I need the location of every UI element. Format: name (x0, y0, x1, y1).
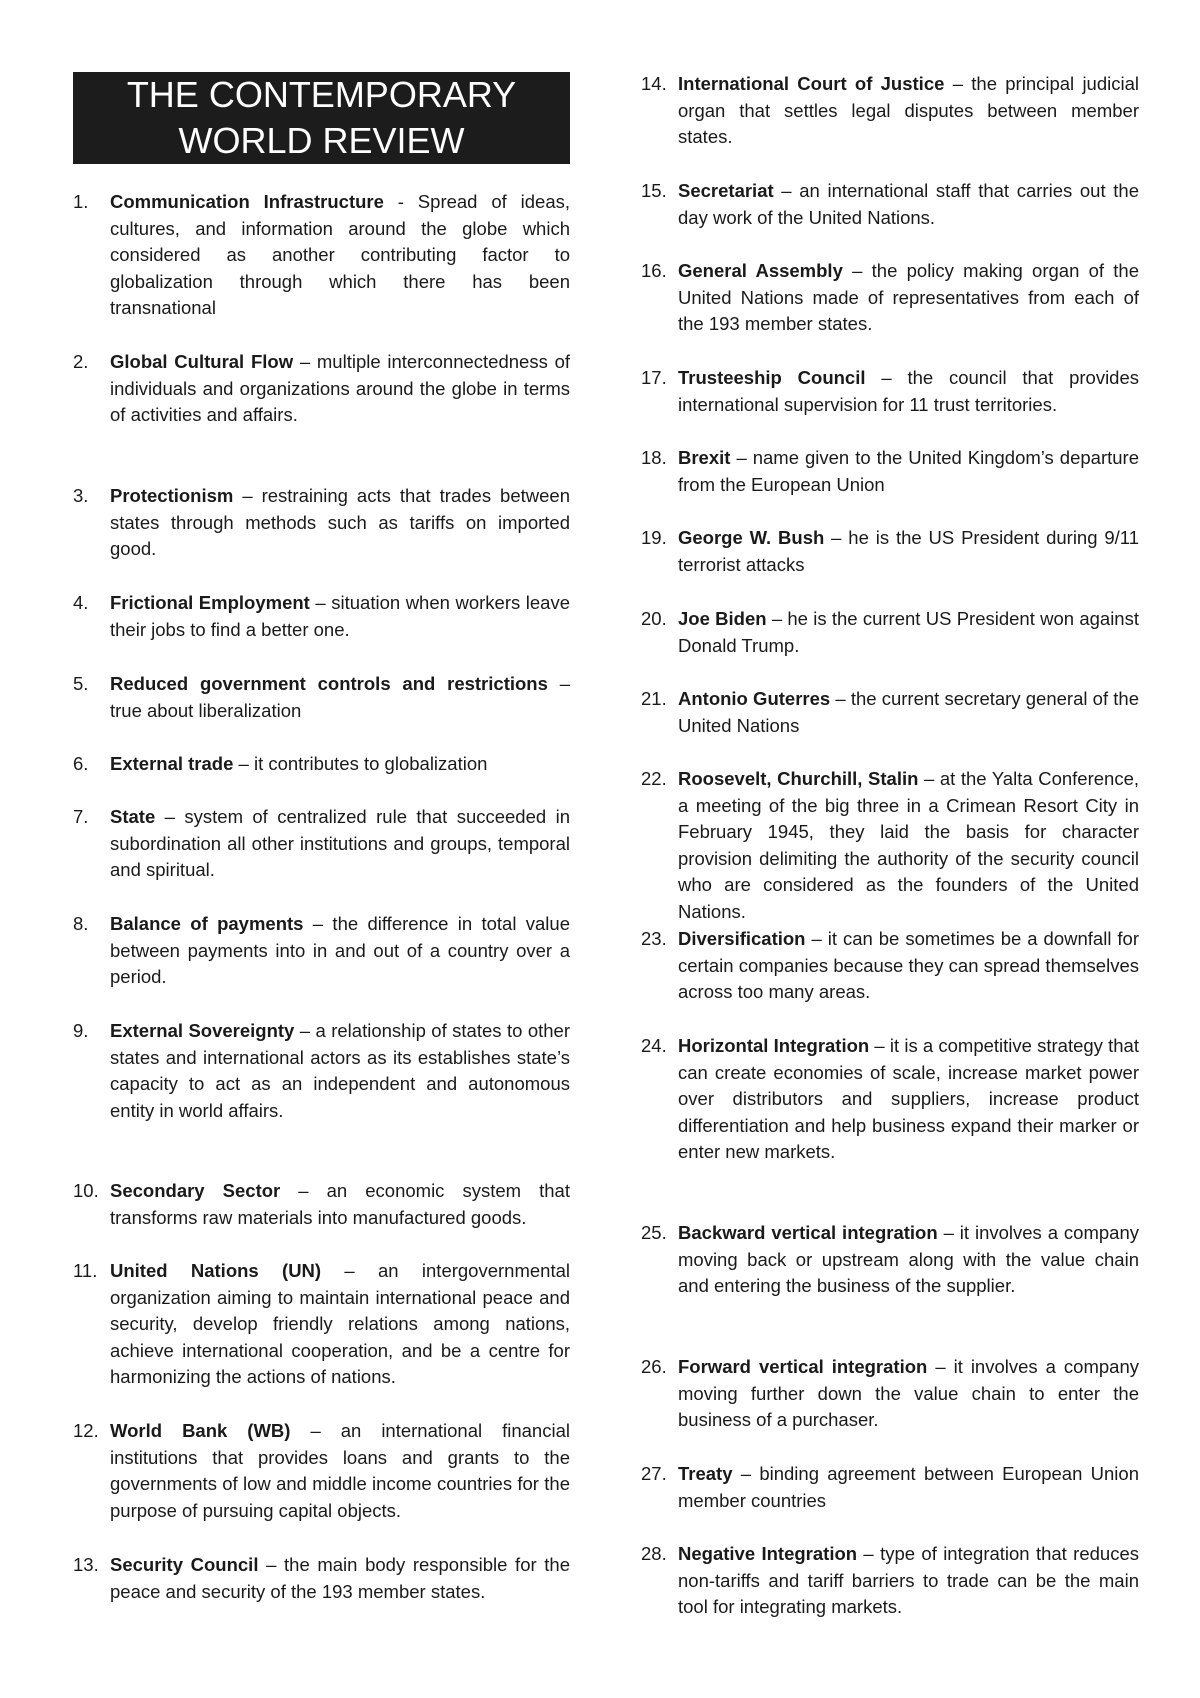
item-term: Trusteeship Council (678, 367, 866, 388)
item-number: 7. (73, 806, 89, 827)
item-term: Frictional Employment (110, 592, 310, 613)
item-term: World Bank (WB) (110, 1420, 291, 1441)
item-number: 25. (641, 1222, 667, 1243)
item-definition: – a relationship of states to other states and international actors as its establishes state’s capacity to act as an independent and autonomous entity in world affairs. (110, 1020, 570, 1121)
item-number: 2. (73, 351, 89, 372)
item-number: 13. (73, 1554, 99, 1575)
item-definition: – an international financial institutions that provides loans and grants to the governments of low and middle income countries for the purpose of pursuing capital objects. (110, 1420, 570, 1521)
list-item (641, 525, 1139, 578)
item-number: 1. (73, 191, 89, 212)
item-term: Secretariat (678, 180, 774, 201)
item-number: 3. (73, 485, 89, 506)
list-item (73, 911, 570, 991)
item-definition: – type of integration that reduces non-tariffs and tariff barriers to trade can be the main tool for integrating markets. (678, 1543, 1139, 1617)
list-item (641, 1354, 1139, 1434)
item-definition: – the difference in total value between payments into in and out of a country over a period. (110, 913, 570, 987)
item-term: International Court of Justice (678, 73, 945, 94)
item-number: 9. (73, 1020, 89, 1041)
list-item (73, 671, 570, 724)
item-definition: – system of centralized rule that succeeded in subordination all other institutions and groups, temporal and spiritual. (110, 806, 570, 880)
item-definition: – situation when workers leave their jobs to find a better one. (110, 592, 571, 640)
item-term: George W. Bush (678, 527, 825, 548)
item-term: Joe Biden (678, 608, 767, 629)
item-term: Negative Integration (678, 1543, 858, 1564)
list-item (73, 1018, 570, 1124)
title-line-2: WORLD REVIEW (178, 120, 465, 161)
item-number: 27. (641, 1463, 667, 1484)
list-item (73, 1258, 570, 1391)
item-number: 20. (641, 608, 667, 629)
item-definition: – it contributes to globalization (233, 753, 488, 774)
item-definition: – it is a competitive strategy that can create economies of scale, increase market power over distributors and suppliers, increase product differentiation and help business expand their marker or enter new markets. (678, 1035, 1139, 1162)
item-term: General Assembly (678, 260, 843, 281)
item-term: Roosevelt, Churchill, Stalin (678, 768, 919, 789)
list-item (641, 686, 1139, 739)
item-number: 8. (73, 913, 89, 934)
item-number: 23. (641, 928, 667, 949)
list-item (73, 1418, 570, 1524)
item-term: Reduced government controls and restrictions (110, 673, 548, 694)
item-definition: – name given to the United Kingdom’s departure from the European Union (678, 447, 1139, 495)
list-item (73, 804, 570, 884)
item-number: 28. (641, 1543, 667, 1564)
item-definition: – it can be sometimes be a downfall for certain companies because they can spread themselves across too many areas. (678, 928, 1139, 1002)
document-title (73, 72, 570, 164)
item-definition: – multiple interconnectedness of individuals and organizations around the globe in terms of activities and affairs. (110, 351, 570, 425)
list-item (73, 590, 570, 643)
item-definition: – it involves a company moving further down the value chain to enter the business of a purchaser. (678, 1356, 1139, 1430)
list-item (641, 445, 1139, 498)
item-term: Treaty (678, 1463, 733, 1484)
item-definition: – he is the US President during 9/11 terrorist attacks (678, 527, 1139, 575)
item-number: 10. (73, 1180, 99, 1201)
item-term: External Sovereignty (110, 1020, 295, 1041)
item-term: Backward vertical integration (678, 1222, 938, 1243)
item-term: External trade (110, 753, 234, 774)
item-term: Security Council (110, 1554, 259, 1575)
item-definition: – he is the current US President won against Donald Trump. (678, 608, 1139, 656)
item-number: 12. (73, 1420, 99, 1441)
item-term: Antonio Guterres (678, 688, 831, 709)
list-item (73, 349, 570, 429)
list-item (641, 365, 1139, 418)
item-term: Brexit (678, 447, 731, 468)
item-term: Secondary Sector (110, 1180, 281, 1201)
list-item (641, 258, 1139, 338)
item-definition: – the policy making organ of the United Nations made of representatives from each of the 193 member states. (678, 260, 1139, 334)
list-item (641, 606, 1139, 659)
list-item (641, 926, 1139, 1006)
list-item (73, 751, 570, 778)
item-term: Balance of payments (110, 913, 304, 934)
list-item (73, 189, 570, 322)
list-item (73, 1552, 570, 1605)
item-term: Diversification (678, 928, 806, 949)
list-item (641, 1220, 1139, 1300)
list-item (641, 178, 1139, 231)
item-number: 14. (641, 73, 667, 94)
list-item (641, 71, 1139, 151)
item-definition: – true about liberalization (110, 673, 570, 721)
list-item (641, 1461, 1139, 1514)
item-number: 6. (73, 753, 89, 774)
item-definition: – it involves a company moving back or upstream along with the value chain and entering the business of the supplier. (678, 1222, 1139, 1296)
item-term: Protectionism (110, 485, 234, 506)
item-definition: – the current secretary general of the United Nations (678, 688, 1139, 736)
item-term: State (110, 806, 156, 827)
list-item (73, 1178, 570, 1231)
item-number: 15. (641, 180, 667, 201)
item-definition: – the council that provides international supervision for 11 trust territories. (678, 367, 1140, 415)
item-number: 11. (73, 1260, 98, 1281)
item-definition: – binding agreement between European Union member countries (678, 1463, 1139, 1511)
item-number: 21. (641, 688, 667, 709)
item-definition: – restraining acts that trades between states through methods such as tariffs on imported good. (110, 485, 570, 559)
item-term: Global Cultural Flow (110, 351, 294, 372)
item-term: United Nations (UN) (110, 1260, 322, 1281)
item-definition: – an international staff that carries out the day work of the United Nations. (678, 180, 1139, 228)
item-number: 17. (641, 367, 667, 388)
list-item (641, 1033, 1139, 1166)
item-number: 26. (641, 1356, 667, 1377)
item-definition: – the main body responsible for the peace and security of the 193 member states. (110, 1554, 570, 1602)
item-number: 18. (641, 447, 667, 468)
item-definition: - Spread of ideas, cultures, and information around the globe which considered as another contributing factor to globalization through which there has been transnational (110, 191, 570, 318)
title-line-1: THE CONTEMPORARY (126, 74, 517, 115)
item-definition: – at the Yalta Conference, a meeting of the big three in a Crimean Resort City in February 1945, they laid the basis for character provision delimiting the authority of the security council who are considered as the founders of the United Nations. (678, 768, 1139, 922)
item-term: Communication Infrastructure (110, 191, 384, 212)
item-number: 19. (641, 527, 667, 548)
item-term: Forward vertical integration (678, 1356, 928, 1377)
item-number: 4. (73, 592, 89, 613)
item-definition: – an economic system that transforms raw materials into manufactured goods. (110, 1180, 570, 1228)
item-number: 24. (641, 1035, 667, 1056)
list-item (641, 1541, 1139, 1621)
list-item (73, 483, 570, 563)
item-term: Horizontal Integration (678, 1035, 870, 1056)
item-definition: – the principal judicial organ that settles legal disputes between member states. (678, 73, 1139, 147)
item-number: 5. (73, 673, 89, 694)
item-number: 16. (641, 260, 667, 281)
list-item (641, 766, 1139, 925)
item-definition: – an intergovernmental organization aiming to maintain international peace and security, develop friendly relations among nations, achieve international cooperation, and be a centre for harmonizing the actions of nations. (110, 1260, 570, 1387)
item-number: 22. (641, 768, 667, 789)
